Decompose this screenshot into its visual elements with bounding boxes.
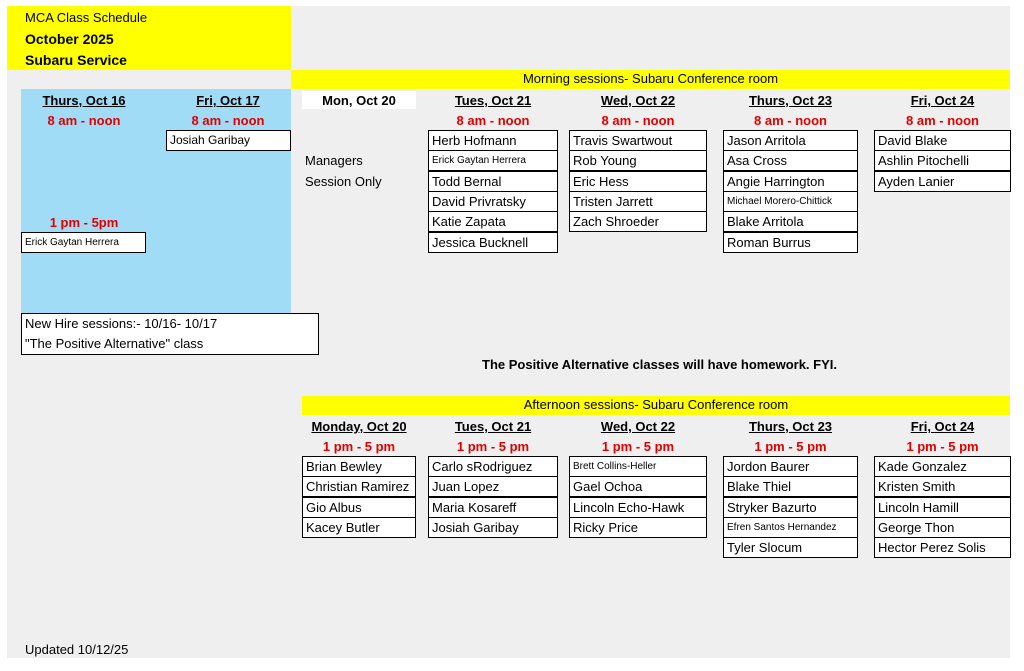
attendee-cell: Efren Santos Hernandez xyxy=(723,517,858,538)
updated-date: Updated 10/12/25 xyxy=(25,642,129,657)
attendee-cell: Blake Thiel xyxy=(723,476,858,497)
morning-time-2: 8 am - noon xyxy=(754,113,827,128)
attendee-cell: Ayden Lanier xyxy=(874,171,1011,192)
new-hire-note-line2: "The Positive Alternative" class xyxy=(25,336,204,351)
attendee-cell: Gael Ochoa xyxy=(569,476,707,497)
attendee-cell: Lincoln Hamill xyxy=(874,497,1011,518)
afternoon-day-header-2: Wed, Oct 22 xyxy=(600,419,676,434)
afternoon-day-header-3: Thurs, Oct 23 xyxy=(748,419,833,434)
attendee-cell: Katie Zapata xyxy=(428,211,558,232)
attendee-cell: Ricky Price xyxy=(569,517,707,538)
afternoon-day-header-0: Monday, Oct 20 xyxy=(311,419,407,434)
schedule-title: MCA Class Schedule xyxy=(25,10,148,25)
morning-time-3: 8 am - noon xyxy=(906,113,979,128)
managers-note-line1: Managers xyxy=(305,153,363,168)
morning-time-0: 8 am - noon xyxy=(456,113,530,128)
attendee-cell: Brett Collins-Heller xyxy=(569,456,707,477)
afternoon-time-1: 1 pm - 5 pm xyxy=(456,439,530,454)
homework-note: The Positive Alternative classes will have homework. FYI. xyxy=(482,357,837,372)
attendee-cell: Asa Cross xyxy=(723,150,858,171)
attendee-cell: Stryker Bazurto xyxy=(723,497,858,518)
attendee-cell: Josiah Garibay xyxy=(428,517,558,538)
attendee-cell: Travis Swartwout xyxy=(569,130,707,151)
time-thu16-afternoon: 1 pm - 5pm xyxy=(49,215,119,230)
attendee-cell: Kade Gonzalez xyxy=(874,456,1011,477)
attendee-cell: Erick Gaytan Herrera xyxy=(21,232,146,253)
attendee-cell: Jessica Bucknell xyxy=(428,232,558,253)
attendee-cell: Erick Gaytan Herrera xyxy=(428,150,558,171)
attendee-cell: Rob Young xyxy=(569,150,707,171)
day-header-thu16: Thurs, Oct 16 xyxy=(42,93,126,108)
attendee-cell: Tyler Slocum xyxy=(723,537,858,558)
attendee-cell: Eric Hess xyxy=(569,171,707,192)
attendee-cell: Jordon Baurer xyxy=(723,456,858,477)
attendee-cell: Angie Harrington xyxy=(723,171,858,192)
attendee-cell: Carlo sRodriguez xyxy=(428,456,558,477)
attendee-cell: Jason Arritola xyxy=(723,130,858,151)
attendee-cell: David Blake xyxy=(874,130,1011,151)
attendee-cell: David Privratsky xyxy=(428,191,558,212)
attendee-cell: Zach Shroeder xyxy=(569,211,707,232)
attendee-cell: Herb Hofmann xyxy=(428,130,558,151)
afternoon-time-2: 1 pm - 5 pm xyxy=(601,439,675,454)
attendee-cell: Christian Ramirez xyxy=(302,476,416,497)
attendee-cell: Tristen Jarrett xyxy=(569,191,707,212)
attendee-cell: Michael Morero-Chittick xyxy=(723,191,858,212)
new-hire-note-line1: New Hire sessions:- 10/16- 10/17 xyxy=(25,316,218,331)
afternoon-day-header-1: Tues, Oct 21 xyxy=(454,419,532,434)
attendee-cell: Gio Albus xyxy=(302,497,416,518)
attendee-cell: Juan Lopez xyxy=(428,476,558,497)
day-header-mon20: Mon, Oct 20 xyxy=(322,93,396,108)
attendee-cell: Brian Bewley xyxy=(302,456,416,477)
afternoon-day-header-4: Fri, Oct 24 xyxy=(910,419,975,434)
attendee-cell: Blake Arritola xyxy=(723,211,858,232)
schedule-department: Subaru Service xyxy=(25,52,127,68)
managers-note-line2: Session Only xyxy=(305,174,382,189)
morning-banner: Morning sessions- Subaru Conference room xyxy=(291,70,1010,89)
attendee-cell: George Thon xyxy=(874,517,1011,538)
morning-day-header-3: Fri, Oct 24 xyxy=(910,93,975,108)
afternoon-time-4: 1 pm - 5 pm xyxy=(906,439,979,454)
attendee-cell: Roman Burrus xyxy=(723,232,858,253)
morning-day-header-0: Tues, Oct 21 xyxy=(454,93,532,108)
attendee-cell: Kacey Butler xyxy=(302,517,416,538)
morning-day-header-2: Thurs, Oct 23 xyxy=(748,93,833,108)
time-thu16-morning: 8 am - noon xyxy=(47,113,121,128)
attendee-cell: Maria Kosareff xyxy=(428,497,558,518)
morning-day-header-1: Wed, Oct 22 xyxy=(600,93,676,108)
afternoon-banner: Afternoon sessions- Subaru Conference room xyxy=(302,396,1010,415)
attendee-cell: Todd Bernal xyxy=(428,171,558,192)
afternoon-time-3: 1 pm - 5 pm xyxy=(754,439,827,454)
attendee-cell: Ashlin Pitochelli xyxy=(874,150,1011,171)
attendee-cell: Hector Perez Solis xyxy=(874,537,1011,558)
afternoon-time-0: 1 pm - 5 pm xyxy=(322,439,396,454)
attendee-cell: Josiah Garibay xyxy=(166,130,291,151)
day-header-fri17: Fri, Oct 17 xyxy=(196,93,260,108)
attendee-cell: Kristen Smith xyxy=(874,476,1011,497)
attendee-cell: Lincoln Echo-Hawk xyxy=(569,497,707,518)
morning-time-1: 8 am - noon xyxy=(601,113,675,128)
schedule-month: October 2025 xyxy=(25,31,114,47)
time-fri17-morning: 8 am - noon xyxy=(191,113,265,128)
